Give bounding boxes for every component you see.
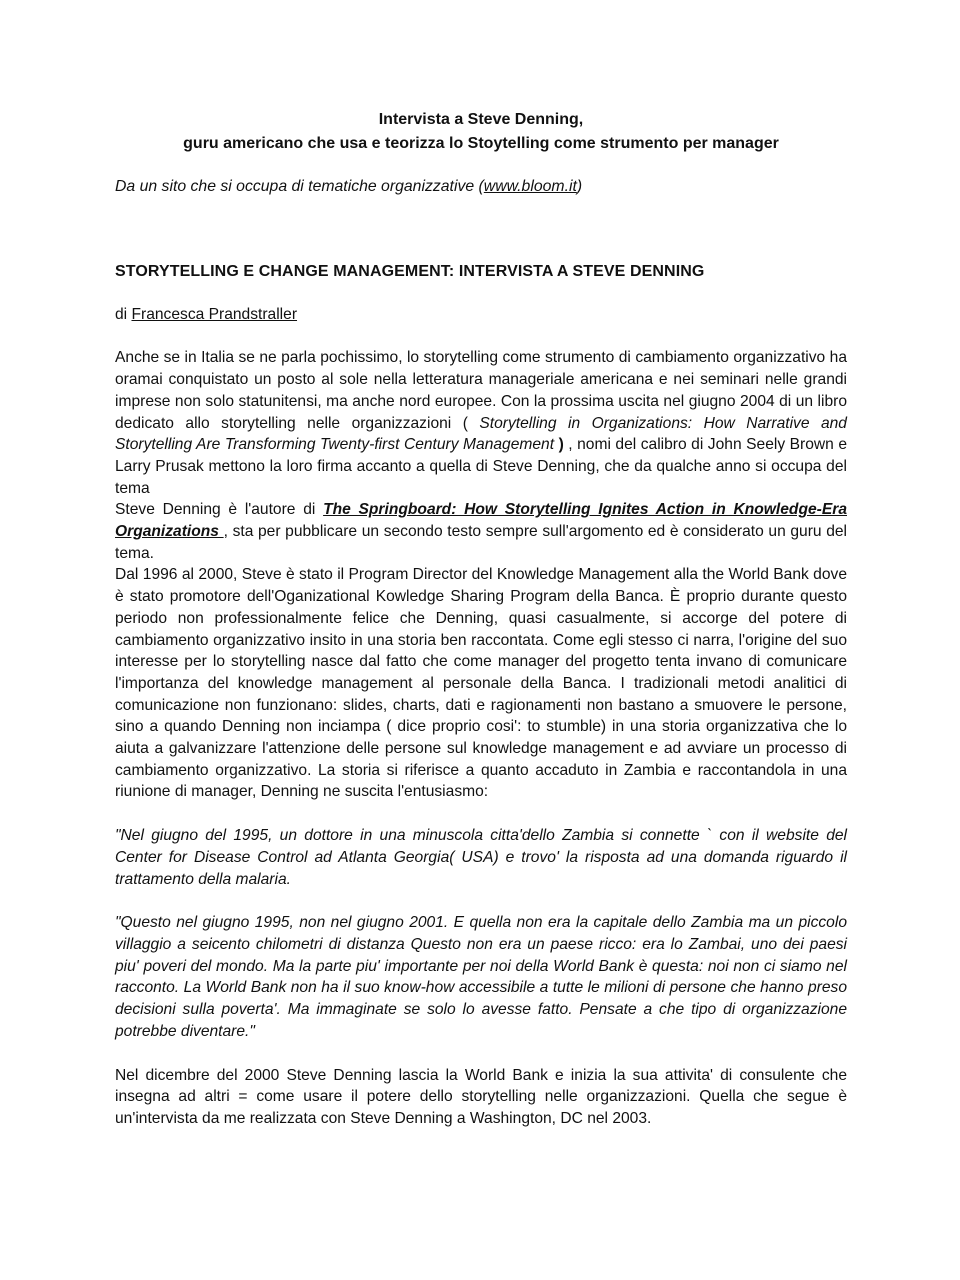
author-line bbox=[115, 304, 847, 326]
paragraph-intro-rest: , nomi del calibro di John Seely Brown e Larry Prusak mettono la loro firma accanto a quella di Steve Denning, che da qualche anno si occupa del tema bbox=[115, 436, 848, 497]
article-body bbox=[115, 347, 847, 803]
source-prefix: Da un sito che si occupa di tematiche organizzative ( bbox=[115, 178, 484, 195]
title-block bbox=[95, 108, 867, 156]
source-line bbox=[115, 176, 847, 198]
paragraph-author-rest: , sta per pubblicare un secondo testo sempre sull'argomento ed è considerato un guru del tema. bbox=[115, 523, 848, 562]
source-link[interactable]: www.bloom.it bbox=[483, 178, 577, 195]
quote-world-bank: "Questo nel giugno 1995, non nel giugno 2001. E quella non era la capitale dello Zambia ma un piccolo villaggio a seicento chilometri di distanza Questo non era un paese ricco: era lo Zambai, uno dei paesi piu' poveri del mondo. Ma la parte piu' importante per noi della World Bank è questa: noi non ci siamo nel racconto. La World Bank non ha il suo know-how accessibile a tutte le milioni di persone che hanno preso decisioni sulla poverta'. Ma immaginate se solo lo avesse fatto. Pensate a che tipo di organizzazione potrebbe diventare." bbox=[115, 914, 847, 1040]
document-page bbox=[115, 108, 847, 1130]
paragraph-author bbox=[115, 499, 847, 564]
book-title-springboard[interactable]: The Springboard: How Storytelling Ignites Action in Knowledge-Era Organizations bbox=[115, 501, 847, 541]
author-prefix: di bbox=[115, 305, 132, 323]
paren-close: ) bbox=[554, 436, 564, 454]
paragraph-history: Dal 1996 al 2000, Steve è stato il Program Director del Knowledge Management alla the World Bank dove è stato promotore dell'Oganizational Kowledge Sharing Program della Banca. È proprio durante questo periodo non professionalmente felice che Denning, quasi casualmente, si accorge del potere di cambiamento organizzativo insito in una storia ben raccontata. Come egli stesso ci narra, l'origine del suo interesse per lo storytelling nasce dal fatto che come manager del progetto tenta invano di comunicare l'importanza del knowledge management al personale della Banca. I tradizionali metodi analitici di comunicazione non funzionano: slides, charts, dati e ragionamenti non bastano a smuovere le persone, sino a quando Denning non inciampa ( dice proprio cosi': to stumble) in una storia organizzativa che lo aiuta a galvanizzare l'attenzione delle persone sul knowledge management e ad avviare un processo di cambiamento organizzativo. La storia si riferisce a quanto accaduto in Zambia e raccontandola in una riunione di manager, Denning ne suscita l'entusiasmo: bbox=[115, 566, 847, 801]
book-title-storytelling: Storytelling in Organizations: How Narrative and Storytelling Are Transforming Twenty-first Century Management bbox=[115, 414, 847, 454]
paragraph-intro bbox=[115, 347, 847, 499]
quote-zambia: "Nel giugno del 1995, un dottore in una minuscola citta'dello Zambia si connette ` con il website del Center for Disease Control ad Atlanta Georgia( USA) e trovo' la risposta ad una domanda riguardo il trattamento della malaria. bbox=[115, 827, 847, 888]
paragraph-closing: Nel dicembre del 2000 Steve Denning lascia la World Bank e inizia la sua attivita' di consulente che insegna ad altri = come usare il potere dello storytelling nelle organizzazioni. Quella che segue è un'intervista da me realizzata con Steve Denning a Washington, DC nel 2003. bbox=[115, 1066, 847, 1127]
author-link[interactable]: Francesca Prandstraller bbox=[131, 305, 298, 323]
document-title-line2: guru americano che usa e teorizza lo Stoytelling come strumento per manager bbox=[183, 135, 779, 152]
article-heading: STORYTELLING E CHANGE MANAGEMENT: INTERVISTA A STEVE DENNING bbox=[115, 262, 705, 280]
paragraph-author-prefix: Steve Denning è l'autore di bbox=[115, 501, 324, 519]
source-suffix: ) bbox=[576, 178, 583, 195]
document-title-line1: Intervista a Steve Denning, bbox=[378, 111, 584, 128]
paragraph-intro-text: Anche se in Italia se ne parla pochissimo, lo storytelling come strumento di cambiamento organizzativo ha oramai conquistato un posto al sole nella letteratura manageriale americana e nei seminari nelle grandi imprese non solo statunitensi, ma anche nord europee. Con la prossima uscita nel giugno 2004 di un libro dedicato allo storytelling nelle organizzazioni ( bbox=[115, 349, 847, 432]
